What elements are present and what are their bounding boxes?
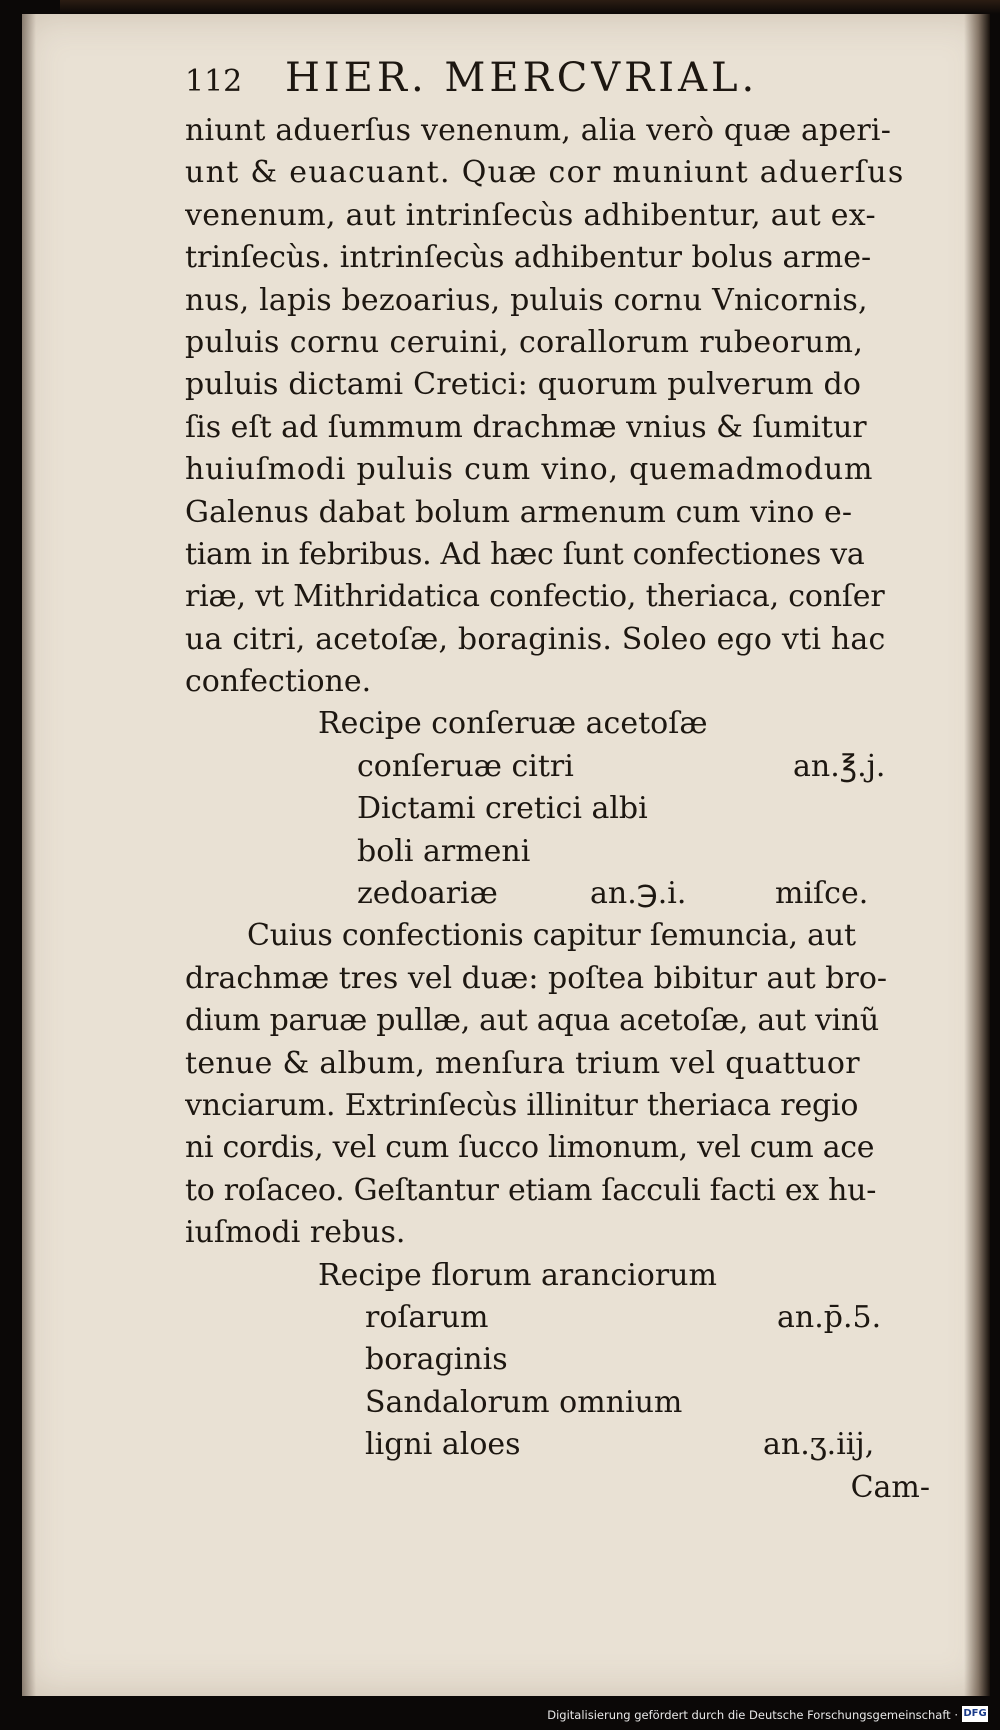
- recipe-dose: an.ʒ.iij,: [763, 1427, 875, 1463]
- page-number: 112: [185, 64, 243, 99]
- text-line: Galenus dabat bolum armenum cum vino e-: [185, 494, 853, 530]
- recipe-ingredient: Sandalorum omnium: [365, 1384, 683, 1420]
- text-line: confectione.: [185, 664, 372, 700]
- recipe-ingredient: Dictami cretici albi: [357, 791, 648, 827]
- recipe-ingredient: ligni aloes: [365, 1427, 521, 1463]
- recipe-ingredient: conſeruæ citri: [357, 748, 574, 784]
- running-head: [185, 55, 885, 101]
- text-line: venenum, aut intrinſecùs adhibentur, aut ex-: [185, 197, 876, 233]
- recipe-dose: an.℈.i.: [590, 876, 687, 912]
- recipe-dose: an.℥.j.: [793, 748, 886, 784]
- page-body: [185, 110, 930, 1509]
- text-line: ua citri, acetoſæ, boraginis. Soleo ego vti hac: [185, 621, 886, 657]
- text-line: drachmæ tres vel duæ: poſtea bibitur aut bro-: [185, 960, 888, 996]
- text-line: ſis eſt ad ſummum drachmæ vnius & ſumitur: [185, 409, 867, 445]
- text-line: tiam in febribus. Ad hæc ſunt confectiones va: [185, 536, 865, 572]
- text-line: niunt aduerſus venenum, alia verò quæ aperi-: [185, 113, 892, 148]
- recipe-heading-text: Recipe florum aranciorum: [318, 1257, 717, 1293]
- dfg-logo-icon: DFG: [962, 1706, 988, 1722]
- digitization-footer: [0, 1700, 1000, 1730]
- text-line: huiuſmodi puluis cum vino, quemadmodum: [185, 452, 874, 488]
- text-line: trinſecùs. intrinſecùs adhibentur bolus arme-: [185, 240, 872, 276]
- recipe-line: [185, 1382, 930, 1424]
- funding-credit: Digitalisierung gefördert durch die Deutsche Forschungsgemeinschaft ·: [547, 1708, 958, 1722]
- text-line: ni cordis, vel cum ſucco limonum, vel cum ace: [185, 1130, 875, 1166]
- recipe-line: [185, 788, 930, 830]
- text-line: iuſmodi rebus.: [185, 1215, 406, 1251]
- recipe-ingredient: boraginis: [365, 1342, 508, 1378]
- text-line: unt & euacuant. Quæ cor muniunt aduerſus: [185, 155, 905, 191]
- recipe-line: [185, 831, 930, 873]
- recipe-heading: [185, 703, 930, 745]
- recipe-ingredient: boli armeni: [357, 833, 531, 869]
- recipe-line: [185, 746, 930, 788]
- recipe-heading-text: Recipe conſeruæ acetoſæ: [318, 706, 708, 742]
- text-line: puluis cornu ceruini, corallorum rubeorum,: [185, 324, 864, 360]
- recipe-dose: an.p̄.5.: [777, 1299, 882, 1335]
- recipe-ingredient: zedoariæ: [357, 876, 498, 912]
- book-top-edge: [60, 0, 1000, 14]
- recipe-line: [185, 1424, 930, 1466]
- page-edge-shadow: [964, 14, 990, 1696]
- recipe-instruction: miſce.: [775, 876, 869, 912]
- text-line: Cuius confectionis capitur ſemuncia, aut: [247, 918, 856, 954]
- text-line: tenue & album, menſura trium vel quattuor: [185, 1045, 860, 1081]
- catchword-line: [185, 1467, 930, 1509]
- text-line: vnciarum. Extrinſecùs illinitur theriaca regio: [185, 1087, 859, 1123]
- text-line: nus, lapis bezoarius, puluis cornu Vnicornis,: [185, 282, 868, 318]
- recipe-line: [185, 873, 930, 915]
- recipe-line: [185, 1339, 930, 1381]
- recipe-line: [185, 1297, 930, 1339]
- gutter-shadow: [22, 14, 36, 1696]
- catchword: Cam-: [850, 1469, 930, 1505]
- running-title: HIER. MERCVRIAL.: [284, 55, 759, 101]
- text-line: riæ, vt Mithridatica confectio, theriaca, conſer: [185, 579, 885, 615]
- recipe-ingredient: roſarum: [365, 1299, 489, 1335]
- text-line: dium paruæ pullæ, aut aqua acetoſæ, aut vinũ: [185, 1003, 879, 1039]
- text-line: puluis dictami Cretici: quorum pulverum do: [185, 367, 862, 403]
- text-line: to roſaceo. Geſtantur etiam ſacculi facti ex hu-: [185, 1172, 877, 1208]
- recipe-heading: [185, 1255, 930, 1297]
